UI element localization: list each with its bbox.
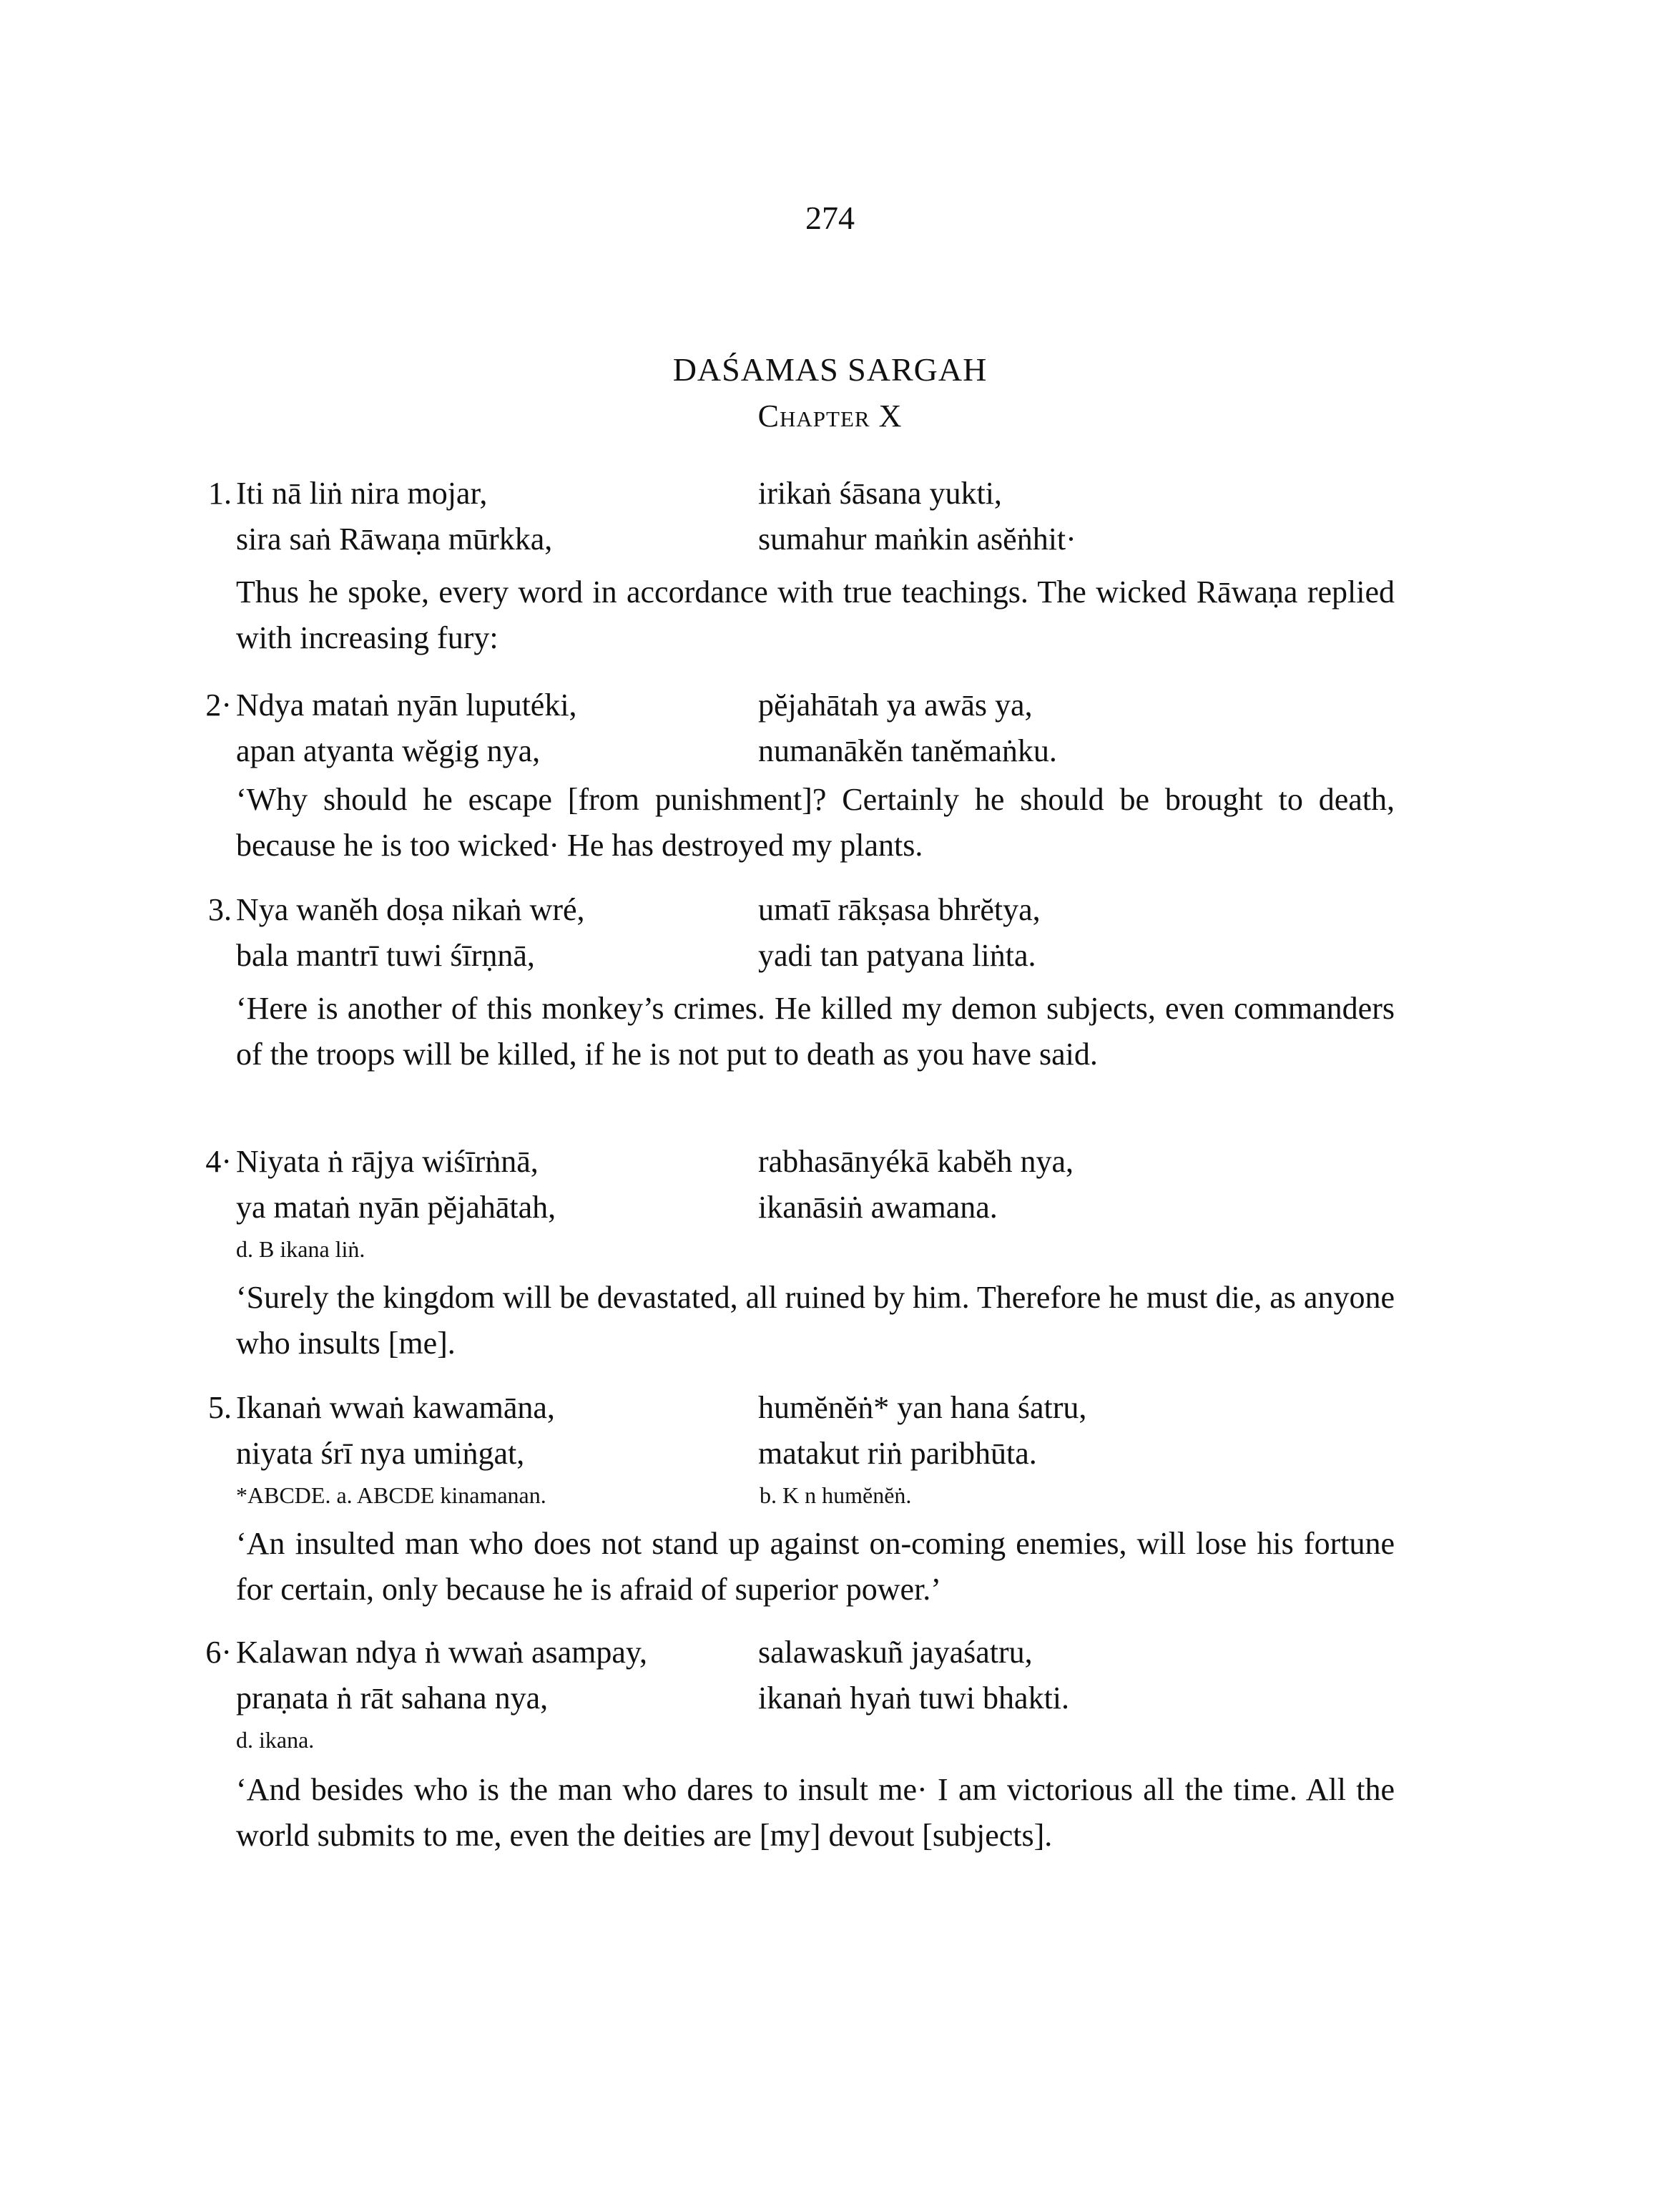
verse-second-half: yadi tan patyana liṅta.: [758, 938, 1036, 973]
verse-second-half: sumahur maṅkin asĕṅhit·: [758, 522, 1076, 557]
verse-second-half: matakut riṅ paribhūta.: [758, 1436, 1037, 1471]
verse-first-half: Niyata ṅ rājya wiśīrṅnā,: [236, 1144, 539, 1179]
verse-line: [182, 1139, 1469, 1185]
verse-first-half: niyata śrī nya umiṅgat,: [236, 1436, 525, 1471]
verse-first-half: bala mantrī tuwi śīrṇnā,: [236, 938, 535, 973]
variant-reading: *ABCDE. a. ABCDE kinamanan.: [236, 1482, 546, 1508]
verse-line: [182, 1385, 1469, 1431]
verse-first-half: praṇata ṅ rāt sahana nya,: [236, 1680, 549, 1716]
variant-readings: [182, 1230, 1469, 1268]
verse-second-half: humĕnĕṅ* yan hana śatru,: [758, 1390, 1087, 1425]
stanza-number: 4·: [205, 1144, 232, 1179]
verse-second-half: pĕjahātah ya awās ya,: [758, 687, 1033, 723]
verse-second-half: irikaṅ śāsana yukti,: [758, 476, 1002, 511]
translation-1: Thus he spoke, every word in accordance with true teachings. The wicked Rāwaṇa replied with increasing fury:: [236, 574, 1395, 655]
stanza-6: [182, 1630, 1469, 1758]
verse-first-half: Kalawan ndya ṅ wwaṅ asampay,: [236, 1635, 648, 1670]
verse-second-half: ikanaṅ hyaṅ tuwi bhakti.: [758, 1680, 1070, 1716]
variant-reading: d. ikana.: [236, 1727, 315, 1753]
stanza-3: [182, 887, 1469, 979]
page-number: 274: [805, 200, 855, 236]
verse-line: [182, 1185, 1469, 1230]
stanza-number: 2·: [205, 687, 232, 723]
verse-second-half: ikanāsiṅ awamana.: [758, 1190, 998, 1225]
translation-3: ‘Here is another of this monkey’s crimes. He killed my demon subjects, even commanders of the troops will be killed, if he is not put to death as you have said.: [236, 991, 1395, 1072]
verse-line: [182, 933, 1469, 979]
stanza-5: [182, 1385, 1469, 1514]
variant-reading: d. B ikana liṅ.: [236, 1236, 365, 1262]
variant-readings: [182, 1721, 1469, 1758]
stanza-number: 5.: [208, 1390, 232, 1425]
verse-line: [182, 1675, 1469, 1721]
verse-line: [182, 1630, 1469, 1675]
verse-first-half: Iti nā liṅ nira mojar,: [236, 476, 488, 511]
verse-line: [182, 517, 1469, 562]
stanza-2: [182, 682, 1469, 774]
variant-readings: [182, 1477, 1469, 1514]
verse-line: [182, 887, 1469, 933]
verse-second-half: numanākĕn tanĕmaṅku.: [758, 733, 1057, 768]
stanza-4: [182, 1139, 1469, 1268]
stanza-number: 6·: [205, 1635, 232, 1670]
variant-reading: b. K n humĕnĕṅ.: [760, 1482, 912, 1508]
stanza-1: [182, 471, 1469, 562]
verse-first-half: Nya wanĕh doṣa nikaṅ wré,: [236, 892, 585, 927]
verse-first-half: Ndya mataṅ nyān luputéki,: [236, 687, 577, 723]
verse-second-half: salawaskuñ jayaśatru,: [758, 1635, 1033, 1670]
verse-line: [182, 682, 1469, 728]
translation-2: ‘Why should he escape [from punishment]? Certainly he should be brought to death, because he is too wicked· He has destroyed my plants.: [236, 782, 1395, 863]
chapter-subheading: Chapter X: [757, 398, 903, 434]
verse-line: [182, 471, 1469, 517]
translation-5: ‘An insulted man who does not stand up against on-coming enemies, will lose his fortune for certain, only because he is afraid of superior power.’: [236, 1526, 1395, 1607]
verse-second-half: rabhasānyékā kabĕh nya,: [758, 1144, 1074, 1179]
verse-first-half: Ikanaṅ wwaṅ kawamāna,: [236, 1390, 555, 1425]
verse-line: [182, 1431, 1469, 1477]
verse-first-half: apan atyanta wĕgig nya,: [236, 733, 541, 768]
verse-second-half: umatī rākṣasa bhrĕtya,: [758, 892, 1041, 927]
translation-4: ‘Surely the kingdom will be devastated, all ruined by him. Therefore he must die, as anyone who insults [me].: [236, 1280, 1395, 1361]
chapter-heading: DAŚAMAS SARGAH: [672, 351, 988, 388]
verse-line: [182, 728, 1469, 774]
stanza-number: 1.: [208, 476, 232, 511]
verse-first-half: ya mataṅ nyān pĕjahātah,: [236, 1190, 556, 1225]
verse-first-half: sira saṅ Rāwaṇa mūrkka,: [236, 522, 553, 557]
stanza-number: 3.: [208, 892, 232, 927]
translation-6: ‘And besides who is the man who dares to insult me· I am victorious all the time. All the world submits to me, even the deities are [my] devout [subjects].: [236, 1772, 1395, 1853]
